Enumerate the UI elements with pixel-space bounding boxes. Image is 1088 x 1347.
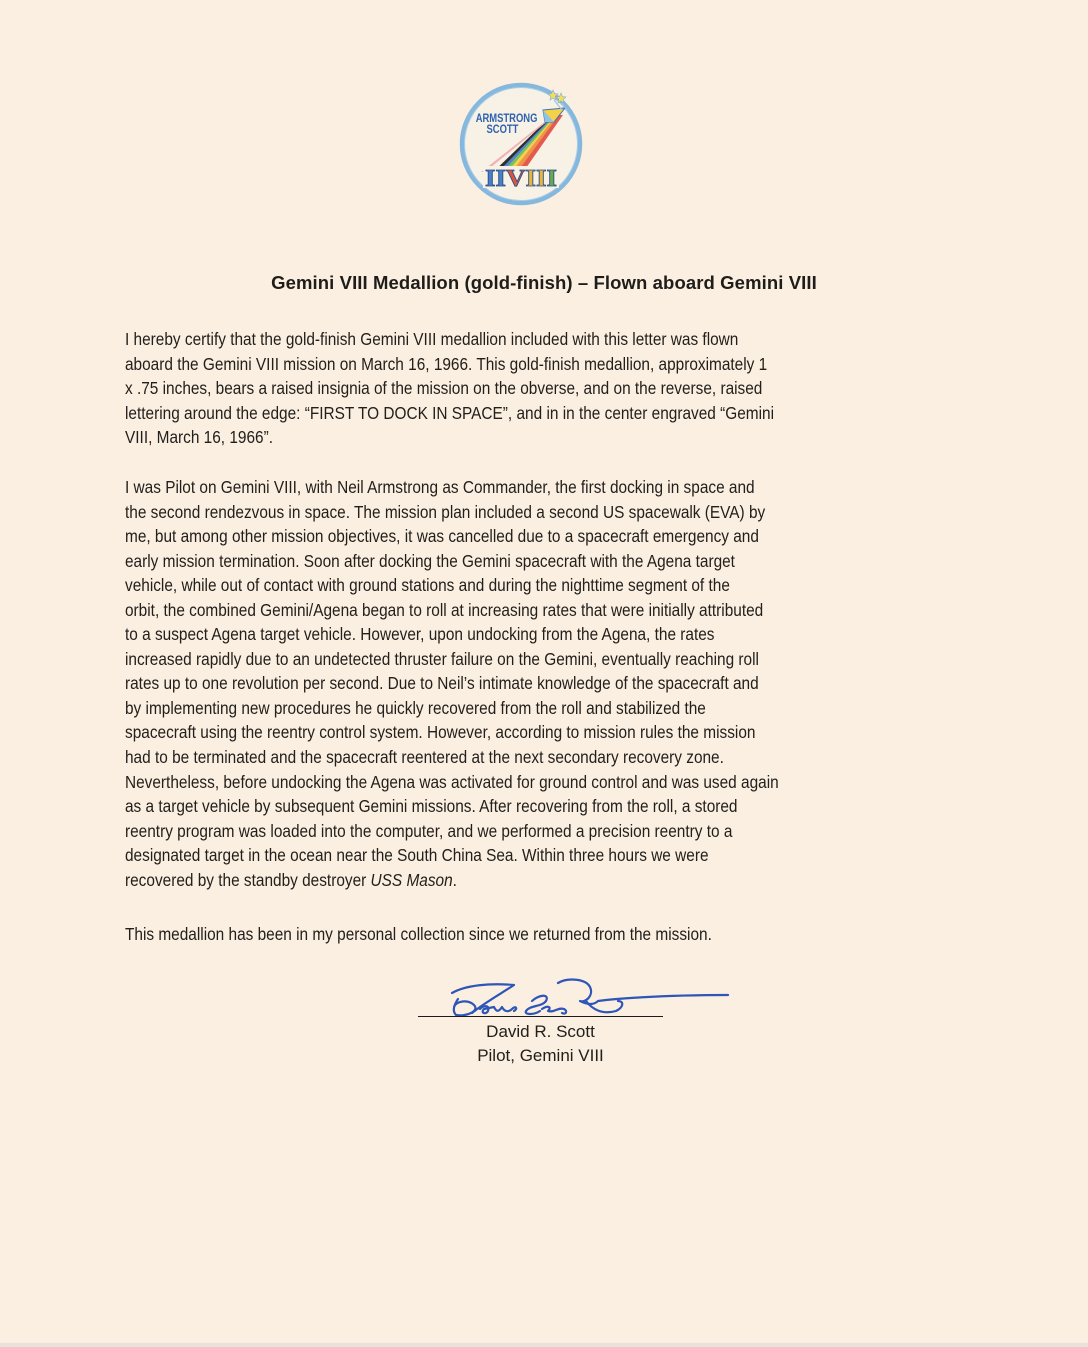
paragraph-line: I was Pilot on Gemini VIII, with Neil Armstrong as Commander, the first docking in space and [125, 477, 755, 497]
paragraph-line: designated target in the ocean near the South China Sea. Within three hours we were [125, 845, 709, 866]
signer-role: Pilot, Gemini VIII [477, 1046, 604, 1065]
paragraph-line: by implementing new procedures he quickly recovered from the roll and stabilized the [125, 697, 706, 718]
collection-paragraph [125, 922, 868, 947]
paragraph-line: me, but among other mission objectives, it was cancelled due to a spacecraft emergency and [125, 526, 759, 547]
mission-account-paragraph [125, 475, 868, 892]
paragraph-line: Nevertheless, before undocking the Agena was activated for ground control and was used again [125, 771, 779, 792]
text-run: recovered by the standby destroyer [125, 869, 371, 890]
paragraph-line: had to be terminated and the spacecraft reentered at the next secondary recovery zone. [125, 747, 724, 768]
handwritten-signature [418, 975, 738, 1025]
paragraph-line: as a target vehicle by subsequent Gemini missions. After recovering from the roll, a stored [125, 796, 738, 817]
paragraph-line: rates up to one revolution per second. Due to Neil’s intimate knowledge of the spacecraft and [125, 673, 759, 694]
paragraph-line: aboard the Gemini VIII mission on March 16, 1966. This gold-finish medallion, approximately 1 [125, 353, 768, 374]
paragraph-line: I hereby certify that the gold-finish Gemini VIII medallion included with this letter was flown [125, 329, 739, 349]
paragraph-line: the second rendezvous in space. The mission plan included a second US spacewalk (EVA) by [125, 501, 766, 522]
paragraph-line-last [125, 868, 868, 893]
signature-line [418, 1016, 663, 1017]
ship-name: USS Mason [370, 869, 453, 890]
paragraph-line: x .75 inches, bears a raised insignia of the mission on the obverse, and on the reverse, raised [125, 378, 763, 399]
patch-name-armstrong: ARMSTRONG [475, 112, 538, 126]
certification-paragraph [125, 327, 868, 450]
paragraph-line: reentry program was loaded into the computer, and we performed a precision reentry to a [125, 820, 733, 841]
paragraph-line: This medallion has been in my personal collection since we returned from the mission. [125, 924, 712, 944]
paragraph-line: vehicle, while out of contact with ground stations and during the nighttime segment of the [125, 575, 730, 596]
paragraph-line: to a suspect Agena target vehicle. However, upon undocking from the Agena, the rates [125, 624, 715, 645]
paragraph-line: increased rapidly due to an undetected thruster failure on the Gemini, eventually reaching roll [125, 648, 759, 669]
text-run: . [452, 869, 457, 890]
patch-name-scott: SCOTT [486, 123, 519, 137]
patch-numeral: IIVIII [485, 166, 556, 192]
gemini-viii-mission-patch [459, 82, 583, 206]
paragraph-line: lettering around the edge: “FIRST TO DOCK IN SPACE”, and in in the center engraved “Gemini [125, 402, 775, 423]
document-title: Gemini VIII Medallion (gold-finish) – Flown aboard Gemini VIII [271, 272, 817, 293]
page-edge [0, 1343, 1088, 1347]
signer-name: David R. Scott [486, 1022, 595, 1041]
paragraph-line: early mission termination. Soon after docking the Gemini spacecraft with the Agena target [125, 550, 735, 571]
paragraph-line: orbit, the combined Gemini/Agena began to roll at increasing rates that were initially attributed [125, 599, 764, 620]
paragraph-line: spacecraft using the reentry control system. However, according to mission rules the mission [125, 722, 756, 743]
paragraph-line: VIII, March 16, 1966”. [125, 427, 274, 448]
